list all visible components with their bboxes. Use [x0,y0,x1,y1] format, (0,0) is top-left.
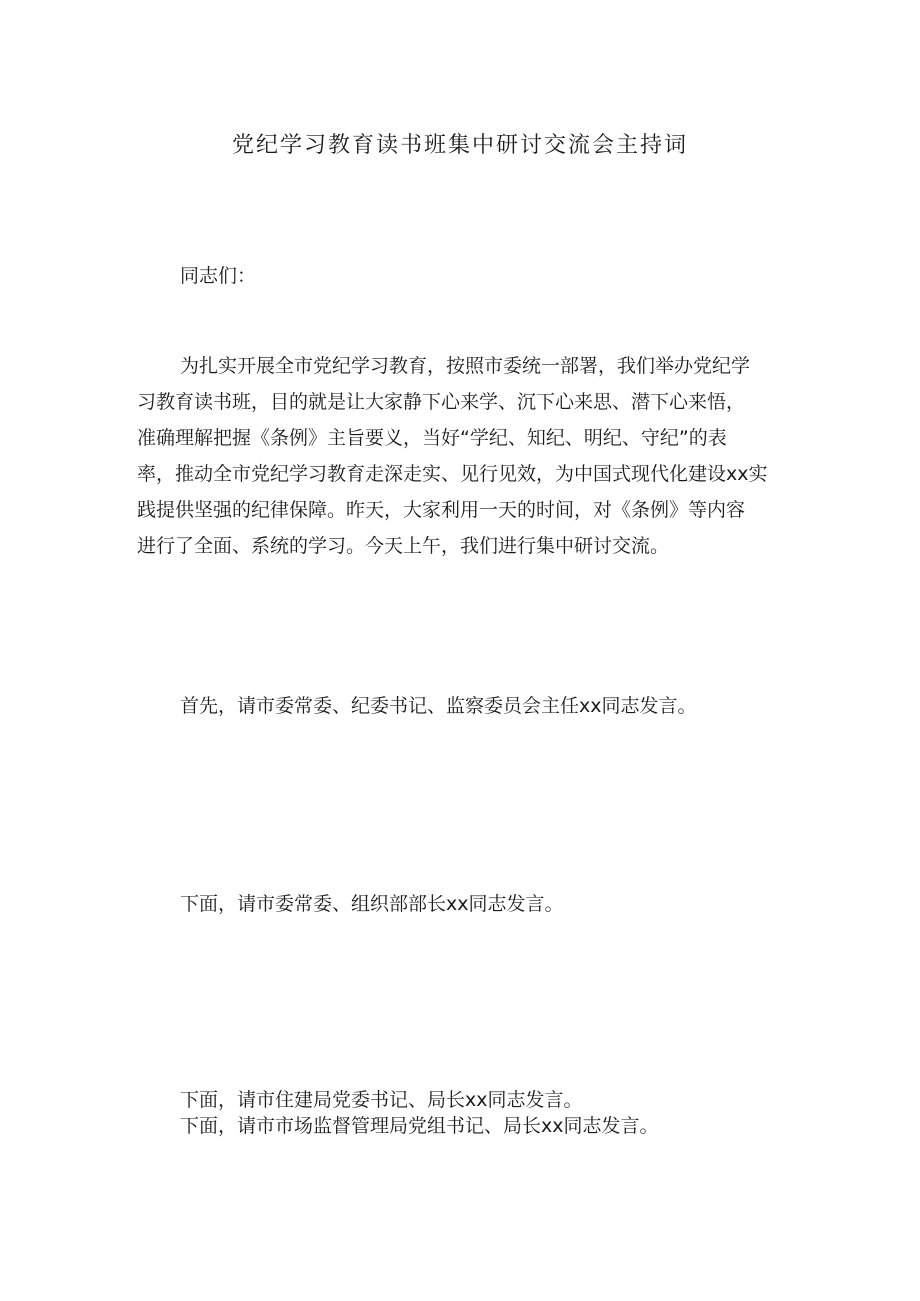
salutation: 同志们： [180,265,257,287]
document-title: 党纪学习教育读书班集中研讨交流会主持词 [231,133,688,158]
intro-line: 为扎实开展全市党纪学习教育，按照市委统一部署，我们举办党纪学 [180,355,751,377]
speaker-paragraph: 下面，请市市场监督管理局党组书记、局长xx同志发言。 [180,1115,659,1137]
intro-paragraph [137,348,787,564]
intro-line: 进行了全面、系统的学习。今天上午，我们进行集中研讨交流。 [137,535,670,557]
speaker-paragraph: 下面，请市委常委、组织部部长xx同志发言。 [180,893,564,915]
intro-line: 率，推动全市党纪学习教育走深走实、见行见效，为中国式现代化建设xx实 [137,463,768,485]
intro-line: 践提供坚强的纪律保障。昨天，大家利用一天的时间，对《条例》等内容 [137,499,746,521]
speaker-paragraph: 下面，请市住建局党委书记、局长xx同志发言。 [180,1089,583,1111]
speaker-paragraph: 首先，请市委常委、纪委书记、监察委员会主任xx同志发言。 [180,695,697,717]
intro-line: 习教育读书班，目的就是让大家静下心来学、沉下心来思、潜下心来悟， [137,391,746,413]
intro-line: 准确理解把握《条例》主旨要义，当好“学纪、知纪、明纪、守纪”的表 [137,427,727,449]
